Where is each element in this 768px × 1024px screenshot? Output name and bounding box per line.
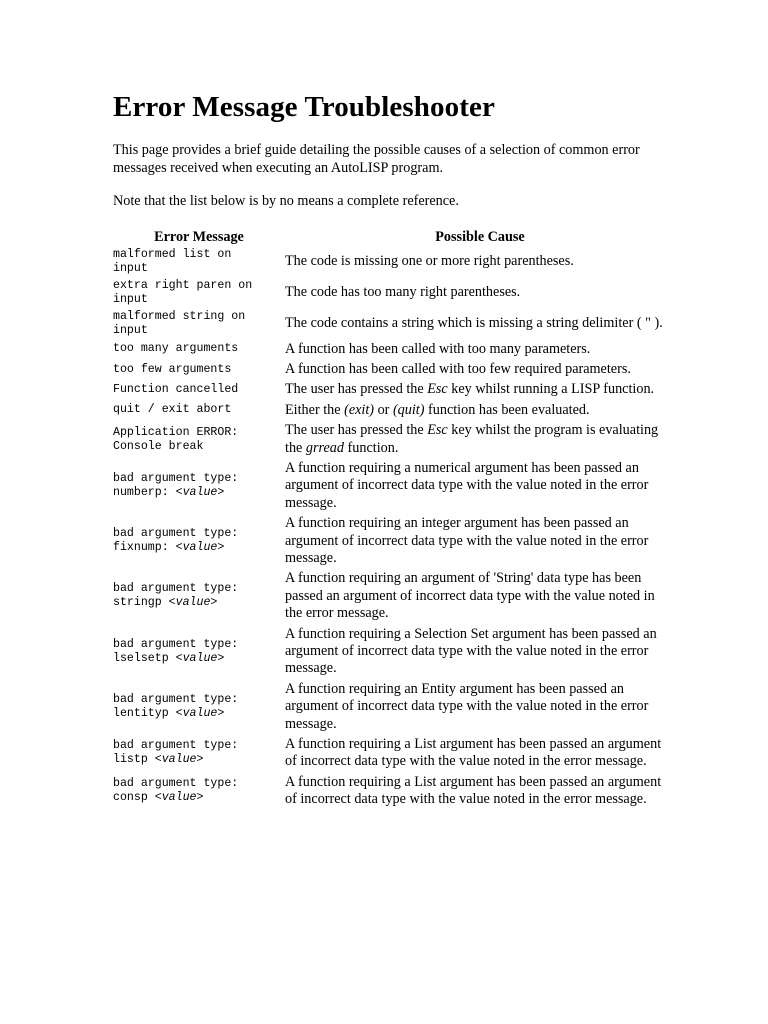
error-message-cell <box>113 247 285 278</box>
cause-text: key whilst the program is evaluating the <box>285 422 659 456</box>
error-message-cell <box>113 514 285 569</box>
error-message-text: bad argument type: numberp: <box>113 472 239 500</box>
table-row <box>113 459 675 514</box>
emphasized-term: Esc <box>427 422 448 439</box>
cause-text: or <box>374 401 393 418</box>
cause-text: A function requiring a List argument has been passed an argument of incorrect data type with the value noted in the error message. <box>285 773 662 808</box>
value-placeholder: <value> <box>168 596 218 610</box>
value-placeholder: <value> <box>175 486 225 500</box>
possible-cause-cell <box>285 360 675 380</box>
error-table <box>113 228 675 811</box>
possible-cause-cell <box>285 401 675 421</box>
cause-text: The user has pressed the <box>285 381 428 398</box>
possible-cause-cell <box>285 340 675 360</box>
possible-cause-cell <box>285 569 675 624</box>
cause-text: A function requiring a Selection Set argument has been passed an argument of incorrect data type with the value noted in the error message. <box>285 625 657 677</box>
possible-cause-cell <box>285 421 675 459</box>
table-row <box>113 247 675 278</box>
value-placeholder: <value> <box>154 753 204 767</box>
error-message-text: malformed string on input <box>113 309 246 337</box>
cause-text: A function requiring a List argument has been passed an argument of incorrect data type with the value noted in the error message. <box>285 736 662 770</box>
possible-cause-cell <box>285 680 675 735</box>
error-message-text: too few arguments <box>113 362 232 376</box>
possible-cause-cell <box>285 514 675 569</box>
possible-cause-cell <box>285 380 675 400</box>
header-row <box>113 228 675 247</box>
table-row <box>113 514 675 569</box>
column-header-possible-cause: Possible Cause <box>435 228 525 245</box>
error-table-body <box>113 247 675 811</box>
error-message-cell <box>113 459 285 514</box>
error-message-text: bad argument type: fixnump: <box>113 527 239 555</box>
error-message-text: Function cancelled <box>113 383 239 397</box>
error-table-header <box>113 228 675 247</box>
possible-cause-cell <box>285 773 675 811</box>
possible-cause-cell <box>285 459 675 514</box>
cause-text: A function requiring an Entity argument has been passed an argument of incorrect data type with the value noted in the error message. <box>285 680 649 732</box>
possible-cause-cell <box>285 247 675 278</box>
error-message-cell <box>113 380 285 400</box>
document-page <box>113 88 673 811</box>
cause-text: function. <box>344 439 399 456</box>
error-message-text: Application ERROR: Console break <box>113 425 239 453</box>
error-message-text: bad argument type: consp <box>113 777 239 805</box>
cause-text: The user has pressed the <box>285 422 428 439</box>
note-paragraph: Note that the list below is by no means a complete reference. <box>113 193 459 209</box>
error-message-text: bad argument type: lentityp <box>113 692 239 720</box>
cause-text: key whilst running a LISP function. <box>447 381 655 398</box>
error-message-cell <box>113 340 285 360</box>
error-message-text: malformed list on input <box>113 247 232 275</box>
error-message-cell <box>113 735 285 773</box>
emphasized-term: grread <box>305 439 344 456</box>
error-message-text: bad argument type: listp <box>113 739 239 767</box>
value-placeholder: <value> <box>154 791 204 805</box>
table-row <box>113 309 675 340</box>
error-message-cell <box>113 569 285 624</box>
table-row <box>113 360 675 380</box>
intro-paragraph: This page provides a brief guide detailing the possible causes of a selection of common error messages received when executing an AutoLISP program. <box>113 142 640 176</box>
error-message-cell <box>113 360 285 380</box>
cause-text: The code contains a string which is missing a string delimiter ( " ). <box>285 314 663 331</box>
emphasized-term: (quit) <box>392 401 425 418</box>
value-placeholder: <value> <box>175 651 225 665</box>
table-row <box>113 773 675 811</box>
table-row <box>113 625 675 680</box>
page-title: Error Message Troubleshooter <box>113 91 495 123</box>
error-message-text: bad argument type: lselsetp <box>113 637 239 665</box>
error-message-text: quit / exit abort <box>113 403 232 417</box>
table-row <box>113 569 675 624</box>
error-message-cell <box>113 773 285 811</box>
emphasized-term: (exit) <box>344 401 375 418</box>
table-row <box>113 380 675 400</box>
possible-cause-cell <box>285 625 675 680</box>
error-message-cell <box>113 625 285 680</box>
cause-text: A function requiring an integer argument has been passed an argument of incorrect data type with the value noted in the error message. <box>285 515 649 566</box>
error-message-cell <box>113 421 285 459</box>
error-message-cell <box>113 278 285 309</box>
cause-text: The code is missing one or more right parentheses. <box>285 252 574 269</box>
cause-text: A function has been called with too few required parameters. <box>285 360 631 377</box>
cause-text: A function requiring a numerical argument has been passed an argument of incorrect data type with the value noted in the error message. <box>285 459 649 511</box>
emphasized-term: Esc <box>427 381 448 398</box>
value-placeholder: <value> <box>175 706 225 720</box>
error-message-cell <box>113 401 285 421</box>
error-message-text: bad argument type: stringp <box>113 582 239 610</box>
cause-text: The code has too many right parentheses. <box>285 283 521 300</box>
error-message-text: extra right paren on input <box>113 278 253 306</box>
value-placeholder: <value> <box>175 541 225 555</box>
table-row <box>113 340 675 360</box>
error-message-text: too many arguments <box>113 342 239 356</box>
table-row <box>113 735 675 773</box>
cause-text: function has been evaluated. <box>424 401 590 418</box>
error-message-cell <box>113 309 285 340</box>
column-header-error-message: Error Message <box>154 228 244 245</box>
cause-text: A function has been called with too many parameters. <box>285 340 591 357</box>
possible-cause-cell <box>285 278 675 309</box>
possible-cause-cell <box>285 309 675 340</box>
possible-cause-cell <box>285 735 675 773</box>
table-row <box>113 401 675 421</box>
cause-text: Either the <box>285 401 345 418</box>
table-row <box>113 421 675 459</box>
cause-text: A function requiring an argument of 'String' data type has been passed an argument of incorrect data type with the value noted in the error message. <box>285 570 655 622</box>
table-row <box>113 680 675 735</box>
error-message-cell <box>113 680 285 735</box>
table-row <box>113 278 675 309</box>
